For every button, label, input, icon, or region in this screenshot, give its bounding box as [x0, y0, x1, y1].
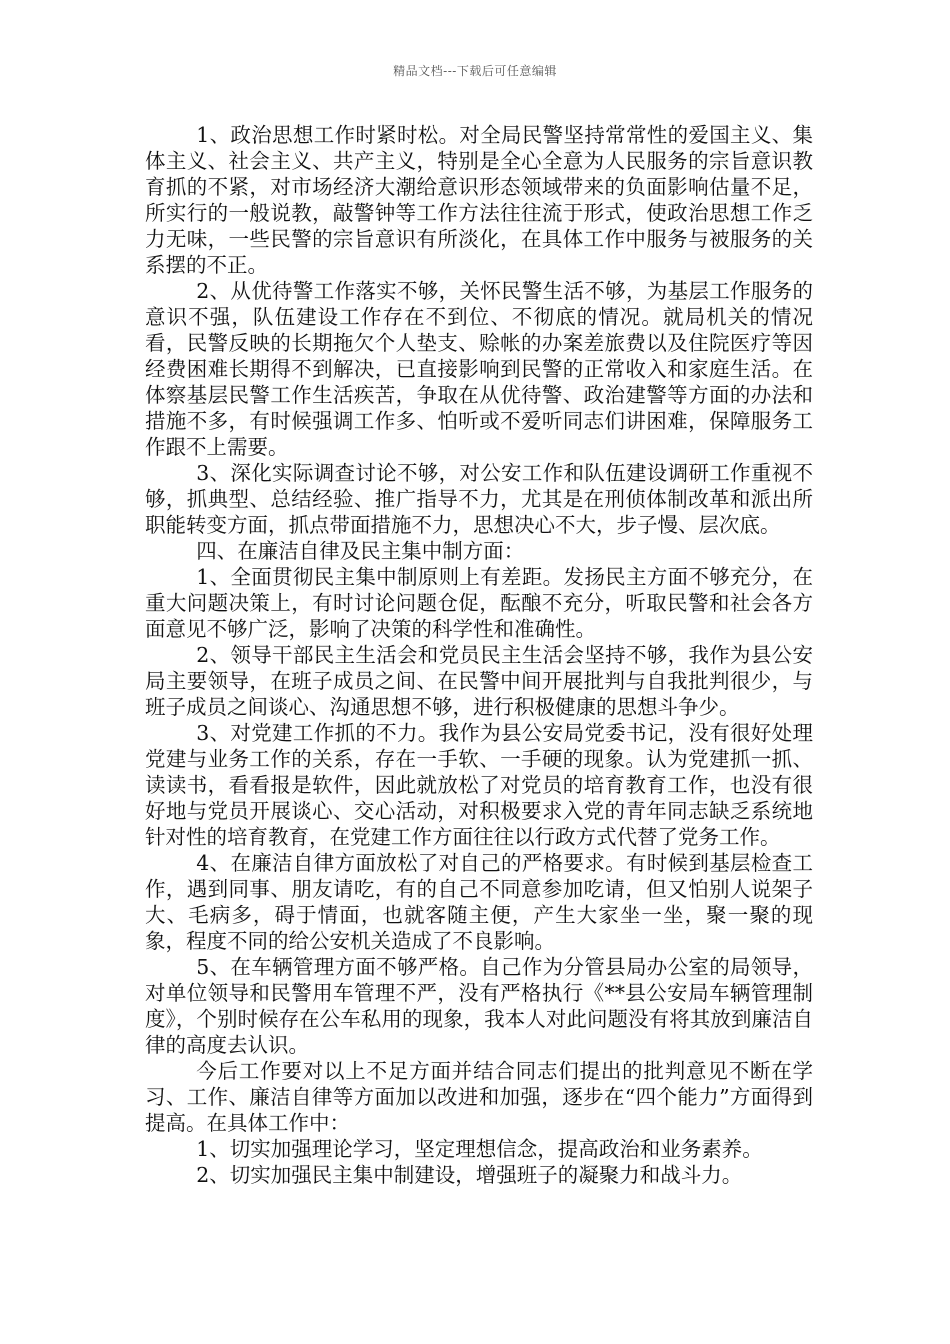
paragraph-party-building: 3、对党建工作抓的不力。我作为县公安局党委书记，没有很好处理党建与业务工作的关系，存在一手软、一手硬的现象。认为党建抓一抓、读读书，看看报是软件，因此就放松了对党员的培育教育工作，也没有很好地与党员开展谈心、交心活动，对积极要求入党的青年同志缺乏系统地针对性的培育教育，在党建工作方面往往以行政方式代替了党务工作。 [145, 721, 813, 849]
document-body [145, 122, 813, 1188]
section-heading-integrity: 四、在廉洁自律及民主集中制方面： [196, 539, 525, 563]
paragraph-democratic-centralism: 1、全面贯彻民主集中制原则上有差距。发扬民主方面不够充分，在重大问题决策上，有时讨论问题仓促，酝酿不充分，听取民警和社会各方面意见不够广泛，影响了决策的科学性和准确性。 [145, 565, 813, 641]
paragraph-vehicle-management: 5、在车辆管理方面不够严格。自己作为分管县局办公室的局领导，对单位领导和民警用车管理不严，没有严格执行《**县公安局车辆管理制度》，个别时候存在公车私用的现象，我本人对此问题没有将其放到廉洁自律的高度去认识。 [145, 955, 813, 1057]
paragraph-research: 3、深化实际调查讨论不够，对公安工作和队伍建设调研工作重视不够，抓典型、总结经验、推广指导不力，尤其是在刑侦体制改革和派出所职能转变方面，抓点带面措施不力，思想决心不大，步子慢、层次底。 [145, 461, 813, 537]
paragraph-democratic-life: 2、领导干部民主生活会和党员民主生活会坚持不够，我作为县公安局主要领导，在班子成员之间、在民警中间开展批判与自我批判很少，与班子成员之间谈心、沟通思想不够，进行积极健康的思想斗争少。 [145, 643, 813, 719]
paragraph-police-welfare: 2、从优待警工作落实不够，关怀民警生活不够，为基层工作服务的意识不强，队伍建设工作存在不到位、不彻底的情况。就局机关的情况看，民警反映的长期拖欠个人垫支、赊帐的办案差旅费以及住院医疗等因经费困难长期得不到解决，已直接影响到民警的正常收入和家庭生活。在体察基层民警工作生活疾苦，争取在从优待警、政治建警等方面的办法和措施不多，有时候强调工作多、怕听或不爱听同志们讲困难，保障服务工作跟不上需要。 [145, 279, 813, 459]
paragraph-political-work: 1、政治思想工作时紧时松。对全局民警坚持常常性的爱国主义、集体主义、社会主义、共产主义，特别是全心全意为人民服务的宗旨意识教育抓的不紧，对市场经济大潮给意识形态领域带来的负面影响估量不足，所实行的一般说教，敲警钟等工作方法往往流于形式，使政治思想工作乏力无味，一些民警的宗旨意识有所淡化，在具体工作中服务与被服务的关系摆的不正。 [145, 123, 813, 277]
paragraph-theory-study: 1、切实加强理论学习，坚定理想信念，提高政治和业务素养。 [196, 1137, 763, 1161]
paragraph-team-building: 2、切实加强民主集中制建设，增强班子的凝聚力和战斗力。 [196, 1163, 743, 1187]
paragraph-self-discipline: 4、在廉洁自律方面放松了对自己的严格要求。有时候到基层检查工作，遇到同事、朋友请吃，有的自己不同意参加吃请，但又怕别人说架子大、毛病多，碍于情面，也就客随主便，产生大家坐一坐，聚一聚的现象，程度不同的给公安机关造成了不良影响。 [145, 851, 813, 953]
paragraph-future-work: 今后工作要对以上不足方面并结合同志们提出的批判意见不断在学习、工作、廉洁自律等方面加以改进和加强，逐步在“四个能力”方面得到提高。在具体工作中： [145, 1059, 813, 1135]
watermark-header: 精品文档---下载后可任意编辑 [393, 64, 557, 78]
